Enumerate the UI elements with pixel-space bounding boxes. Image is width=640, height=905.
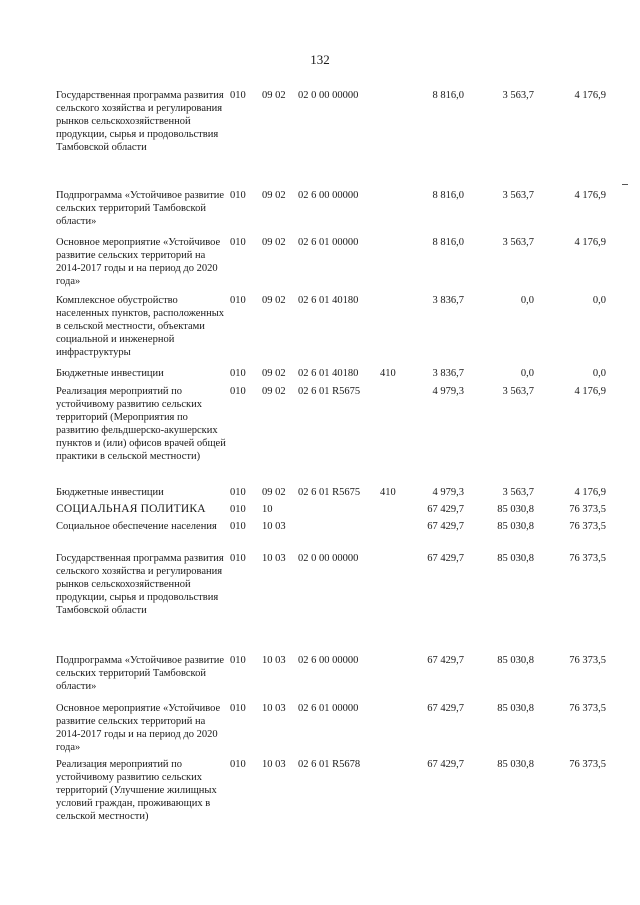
row-ved-code: 010: [230, 504, 246, 515]
row-value-year2: 85 030,8: [497, 655, 534, 666]
row-value-year1: 4 979,3: [432, 386, 464, 397]
row-value-year2: 3 563,7: [502, 386, 534, 397]
row-expense-type: 410: [380, 487, 396, 498]
row-value-year1: 8 816,0: [432, 237, 464, 248]
row-value-year3: 4 176,9: [574, 487, 606, 498]
row-value-year2: 85 030,8: [497, 759, 534, 770]
row-value-year3: 76 373,5: [569, 521, 606, 532]
row-value-year3: 4 176,9: [574, 90, 606, 101]
row-section-code: 10 03: [262, 703, 286, 714]
row-name: Подпрограмма «Устойчивое развитие сельских территорий Тамбовской области»: [56, 655, 225, 692]
row-target-code: 02 0 00 00000: [298, 553, 359, 564]
row-name: Подпрограмма «Устойчивое развитие сельских территорий Тамбовской области»: [56, 190, 225, 227]
row-name: СОЦИАЛЬНАЯ ПОЛИТИКА: [56, 503, 206, 515]
row-ved-code: 010: [230, 237, 246, 248]
row-section-code: 10 03: [262, 521, 286, 532]
row-value-year2: 3 563,7: [502, 190, 534, 201]
row-name: Основное мероприятие «Устойчивое развитие сельских территорий на 2014-2017 годы и на период до 2020 года»: [56, 703, 221, 753]
row-value-year3: 76 373,5: [569, 759, 606, 770]
row-value-year1: 3 836,7: [432, 368, 464, 379]
row-value-year2: 3 563,7: [502, 237, 534, 248]
row-value-year1: 67 429,7: [427, 655, 464, 666]
row-section-code: 10 03: [262, 655, 286, 666]
row-value-year2: 85 030,8: [497, 521, 534, 532]
row-value-year3: 0,0: [592, 295, 606, 306]
row-name: Комплексное обустройство населенных пунктов, расположенных в сельской местности, объектами социальной и инженерной инфраструктуры: [56, 295, 225, 358]
row-section-code: 09 02: [262, 237, 286, 248]
row-section-code: 09 02: [262, 487, 286, 498]
row-value-year2: 85 030,8: [497, 703, 534, 714]
row-value-year1: 3 836,7: [432, 295, 464, 306]
row-section-code: 09 02: [262, 90, 286, 101]
row-value-year1: 67 429,7: [427, 759, 464, 770]
row-value-year2: 3 563,7: [502, 90, 534, 101]
row-value-year1: 67 429,7: [427, 553, 464, 564]
row-value-year1: 67 429,7: [427, 521, 464, 532]
row-value-year2: 85 030,8: [497, 553, 534, 564]
row-ved-code: 010: [230, 386, 246, 397]
row-ved-code: 010: [230, 703, 246, 714]
row-name: Бюджетные инвестиции: [56, 368, 164, 379]
row-name: Государственная программа развития сельского хозяйства и регулирования рынков сельскохозяйственной продукции, сырья и продовольствия Тамбовской области: [56, 553, 224, 616]
row-section-code: 09 02: [262, 368, 286, 379]
row-value-year1: 67 429,7: [427, 504, 464, 515]
row-name: Государственная программа развития сельского хозяйства и регулирования рынков сельскохозяйственной продукции, сырья и продовольствия Тамбовской области: [56, 90, 224, 153]
row-value-year2: 0,0: [520, 368, 534, 379]
row-section-code: 10 03: [262, 759, 286, 770]
row-value-year2: 0,0: [520, 295, 534, 306]
row-ved-code: 010: [230, 759, 246, 770]
row-target-code: 02 6 01 R5678: [298, 759, 361, 770]
row-ved-code: 010: [230, 90, 246, 101]
row-section-code: 10: [262, 504, 273, 515]
row-value-year3: 4 176,9: [574, 190, 606, 201]
row-target-code: 02 6 01 00000: [298, 237, 359, 248]
row-ved-code: 010: [230, 487, 246, 498]
page-number: 132: [310, 52, 330, 67]
row-target-code: 02 0 00 00000: [298, 90, 359, 101]
row-section-code: 10 03: [262, 553, 286, 564]
row-target-code: 02 6 01 40180: [298, 295, 359, 306]
row-value-year1: 8 816,0: [432, 90, 464, 101]
row-ved-code: 010: [230, 521, 246, 532]
row-ved-code: 010: [230, 368, 246, 379]
row-target-code: 02 6 00 00000: [298, 655, 359, 666]
row-name: Основное мероприятие «Устойчивое развитие сельских территорий на 2014-2017 годы и на период до 2020 года»: [56, 237, 221, 287]
row-target-code: 02 6 00 00000: [298, 190, 359, 201]
row-value-year1: 8 816,0: [432, 190, 464, 201]
row-expense-type: 410: [380, 368, 396, 379]
row-value-year3: 76 373,5: [569, 553, 606, 564]
row-name: Реализация мероприятий по устойчивому развитию сельских территорий (Мероприятия по развитию фельдшерско-акушерских пунктов и (или) офисов врачей общей практики в сельской местности): [56, 386, 226, 462]
row-name: Бюджетные инвестиции: [56, 487, 164, 498]
row-value-year3: 4 176,9: [574, 237, 606, 248]
row-target-code: 02 6 01 00000: [298, 703, 359, 714]
row-value-year3: 4 176,9: [574, 386, 606, 397]
row-value-year3: 0,0: [592, 368, 606, 379]
row-target-code: 02 6 01 R5675: [298, 487, 361, 498]
row-ved-code: 010: [230, 295, 246, 306]
row-section-code: 09 02: [262, 386, 286, 397]
row-ved-code: 010: [230, 655, 246, 666]
row-target-code: 02 6 01 R5675: [298, 386, 361, 397]
row-target-code: 02 6 01 40180: [298, 368, 359, 379]
row-value-year3: 76 373,5: [569, 703, 606, 714]
row-value-year2: 3 563,7: [502, 487, 534, 498]
row-value-year2: 85 030,8: [497, 504, 534, 515]
row-ved-code: 010: [230, 190, 246, 201]
margin-mark: [622, 184, 628, 185]
row-value-year3: 76 373,5: [569, 655, 606, 666]
row-value-year1: 4 979,3: [432, 487, 464, 498]
row-name: Реализация мероприятий по устойчивому развитию сельских территорий (Улучшение жилищных условий граждан, проживающих в сельской местности): [56, 759, 217, 822]
row-name: Социальное обеспечение населения: [56, 521, 217, 532]
row-value-year3: 76 373,5: [569, 504, 606, 515]
row-section-code: 09 02: [262, 190, 286, 201]
row-value-year1: 67 429,7: [427, 703, 464, 714]
row-ved-code: 010: [230, 553, 246, 564]
row-section-code: 09 02: [262, 295, 286, 306]
